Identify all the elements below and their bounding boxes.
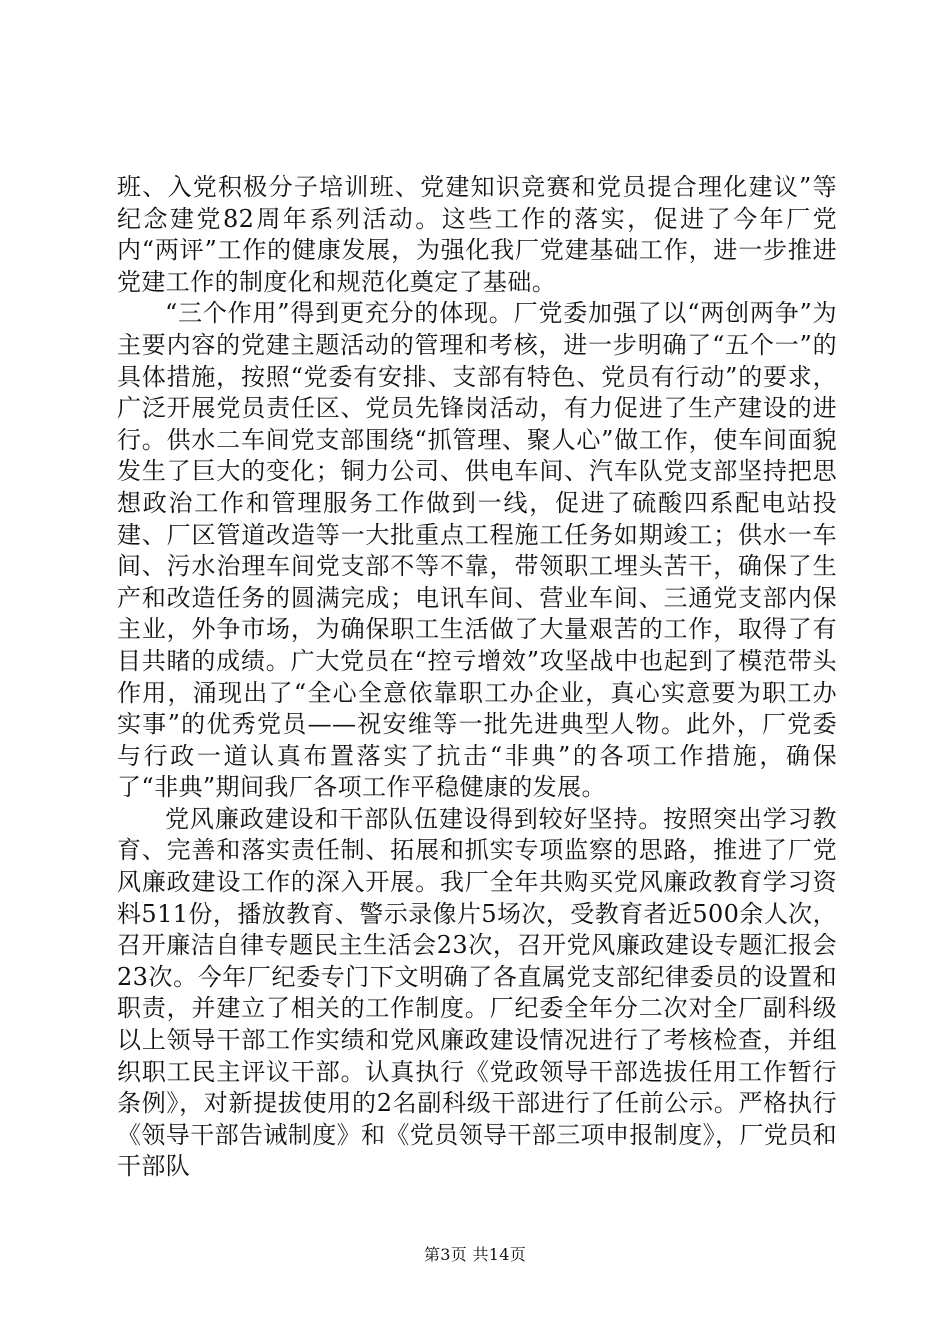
paragraph-1: 班、入党积极分子培训班、党建知识竞赛和党员提合理化建议”等纪念建党82周年系列活动。这些工作的落实，促进了今年厂党内“两评”工作的健康发展，为强化我厂党建基础工作，进一步推进党建工作的制度化和规范化奠定了基础。 [117,173,837,296]
page-footer: 第3页 共14页 [423,1245,527,1264]
document-body [117,172,837,1183]
paragraph-3: 党风廉政建设和干部队伍建设得到较好坚持。按照突出学习教育、完善和落实责任制、拓展和抓实专项监察的思路，推进了厂党风廉政建设工作的深入开展。我厂全年共购买党风廉政教育学习资料511份，播放教育、警示录像片5场次，受教育者近500余人次，召开廉洁自律专题民主生活会23次，召开党风廉政建设专题汇报会23次。今年厂纪委专门下文明确了各直属党支部纪律委员的设置和职责，并建立了相关的工作制度。厂纪委全年分二次对全厂副科级以上领导干部工作实绩和党风廉政建设情况进行了考核检查，并组织职工民主评议干部。认真执行《党政领导干部选拔任用工作暂行条例》，对新提拔使用的2名副科级干部进行了任前公示。严格执行《领导干部告诫制度》和《党员领导干部三项申报制度》，厂党员和干部队 [117,804,837,1181]
paragraph-2: “三个作用”得到更充分的体现。厂党委加强了以“两创两争”为主要内容的党建主题活动的管理和考核，进一步明确了“五个一”的具体措施，按照“党委有安排、支部有特色、党员有行动”的要求，广泛开展党员责任区、党员先锋岗活动，有力促进了生产建设的进行。供水二车间党支部围绕“抓管理、聚人心”做工作，使车间面貌发生了巨大的变化；铜力公司、供电车间、汽车队党支部坚持把思想政治工作和管理服务工作做到一线，促进了硫酸四系配电站投建、厂区管道改造等一大批重点工程施工任务如期竣工；供水一车间、污水治理车间党支部不等不靠，带领职工埋头苦干，确保了生产和改造任务的圆满完成；电讯车间、营业车间、三通党支部内保主业，外争市场，为确保职工生活做了大量艰苦的工作，取得了有目共睹的成绩。广大党员在“控亏增效”攻坚战中也起到了模范带头作用，涌现出了“全心全意依靠职工办企业，真心实意要为职工办实事”的优秀党员——祝安维等一批先进典型人物。此外，厂党委与行政一道认真布置落实了抗击“非典”的各项工作措施，确保了“非典”期间我厂各项工作平稳健康的发展。 [117,299,837,802]
